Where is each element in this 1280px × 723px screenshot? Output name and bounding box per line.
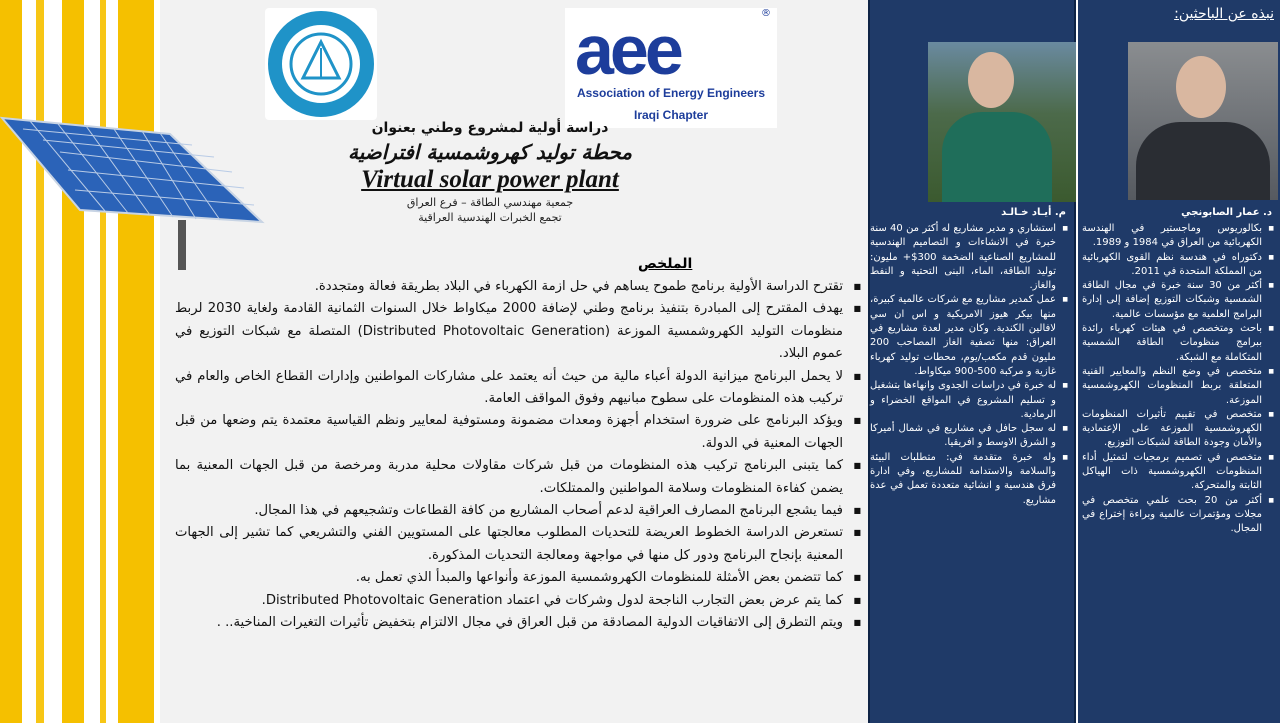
- researcher-photo: [928, 42, 1076, 202]
- bio-item: ■ باحث ومتخصص في هيئات كهرباء رائدة ببرامج منظومات الطاقة الشمسية المتكاملة مع الشبكة.: [1082, 322, 1274, 365]
- yellow-stripe: [62, 0, 84, 723]
- bio-item: ■ وله خبرة متقدمة في: متطلبات البيئة والسلامة والاستدامة للمشاريع، وفي ادارة فرق هندسية و انشائية متعددة تعمل في عدة مشاريع.: [870, 451, 1068, 508]
- organization-line-2: تجمع الخبرات الهندسية العراقية: [418, 211, 562, 224]
- summary-body: [175, 276, 865, 635]
- organization-line-1: جمعية مهندسي الطاقة – فرع العراق: [406, 196, 574, 209]
- title-intro: دراسة أولية لمشروع وطني بعنوان: [371, 120, 609, 136]
- photo-head: [968, 52, 1014, 108]
- yellow-stripe: [100, 0, 106, 723]
- aee-logo-mark: aee: [575, 11, 680, 89]
- photo-figure: [1136, 122, 1270, 200]
- title-english: Virtual solar power plant: [361, 166, 619, 193]
- title-arabic: محطة توليد كهروشمسية افتراضية: [347, 140, 632, 164]
- aee-chapter: Iraqi Chapter: [633, 108, 708, 122]
- aee-name: Association of Energy Engineers: [576, 86, 766, 100]
- iraq-engineers-union-logo: [265, 8, 377, 120]
- title-block: [300, 120, 680, 224]
- bio-item: ■ دكتوراه في هندسة نظم القوى الكهربائية من المملكة المتحدة في 2011.: [1082, 251, 1274, 280]
- yellow-stripe: [0, 0, 22, 723]
- bio-item: ■ متخصص في تقييم تأثيرات المنظومات الكهروشمسية الموزعة على الإعتمادية والأمان وجودة الطاقة لشبكات التوزيع.: [1082, 408, 1274, 451]
- solar-panel-image: [0, 110, 270, 270]
- union-seal-icon: [265, 8, 377, 120]
- summary-heading: الملخص: [638, 256, 693, 272]
- bio-item: ■ عمل كمدير مشاريع مع شركات عالمية كبيرة، منها بيكر هيوز الامريكية و اس ان سي لافالين الكندية. وكان مدير لعدة مشاريع في العراق: منها تصفية الغاز المصاحب 200 مليون قدم مكعب/يوم، محطات توليد كهرباء غازية و مركبة 500-900 ميكاواط.: [870, 293, 1068, 379]
- bio-item: ■ متخصص في تصميم برمجيات لتمثيل أداء المنظومات الكهروشمسية ذات الهياكل الثابتة والمتحركة.: [1082, 451, 1274, 494]
- summary-paragraph: ■ ويتم التطرق إلى الاتفاقيات الدولية المصادقة من قبل العراق في مجال الالتزام بتخفيض تأثيرات التغيرات المناخية.. .: [175, 612, 865, 634]
- researcher-name: م. أيـاد خـالـد: [1001, 207, 1066, 218]
- yellow-stripe: [118, 0, 154, 723]
- bio-item: ■ أكثر من 20 بحث علمي متخصص في مجلات ومؤتمرات عالمية وبراءة إختراع في المجال.: [1082, 494, 1274, 537]
- photo-figure: [942, 112, 1052, 202]
- summary-paragraph: ■ ويؤكد البرنامج على ضرورة استخدام أجهزة ومعدات مضمونة ومستوفية لمعايير ونظم القياسية معتمدة يتم وضعها من قبل الجهات المعنية في الدولة.: [175, 410, 865, 455]
- summary-paragraph: ■ تستعرض الدراسة الخطوط العريضة للتحديات المطلوب معالجتها على المستويين الفني والتشريعي كما تشير إلى الجهات المعنية بإنجاح البرنامج ودور كل منها في مواجهة ومعالجة التحديات المذكورة.: [175, 522, 865, 567]
- bio-item: ■ متخصص في وضع النظم والمعايير الفنية المتعلقة بربط المنظومات الكهروشمسية الموزعة.: [1082, 365, 1274, 408]
- bio-item: ■ بكالوريوس وماجستير في الهندسة الكهربائية من العراق في 1984 و 1989.: [1082, 222, 1274, 251]
- aee-logo: [565, 8, 777, 128]
- bio-item: ■ أكثر من 30 سنة خبرة في مجال الطاقة الشمسية وشبكات التوزيع إضافة إلى إدارة البرامج العلمية مع مؤسسات عالمية.: [1082, 279, 1274, 322]
- researcher-photo: [1128, 42, 1278, 200]
- bio-item: ■ له سجل حافل في مشاريع في شمال أميركا و الشرق الاوسط و افريقيا.: [870, 422, 1068, 451]
- registered-mark: ®: [761, 8, 771, 19]
- researcher-bio: [1082, 222, 1274, 537]
- yellow-stripe: [36, 0, 44, 723]
- photo-head: [1176, 56, 1226, 118]
- researchers-heading: نبذه عن الباحثين:: [1174, 6, 1274, 22]
- decorative-stripes: [0, 0, 165, 723]
- bio-item: ■ استشاري و مدير مشاريع له أكثر من 40 سنة خبرة في الانشاءات و التصاميم الهندسية للمشاريع الصناعية الضخمة 300$+ مليون: توليد الطاقة، الماء، البنى التحتية و النفط والغاز.: [870, 222, 1068, 293]
- summary-paragraph: ■ لا يحمل البرنامج ميزانية الدولة أعباء مالية من حيث أنه يعتمد على مشاركات المواطنين وإدارات القطاع الخاص والعام في تركيب هذه المنظومات على سطوح مبانيهم وفوق المواقف العامة.: [175, 366, 865, 411]
- summary-paragraph: ■ تقترح الدراسة الأولية برنامج طموح يساهم في حل ازمة الكهرباء في البلاد بطريقة فعالة ومتجددة.: [175, 276, 865, 298]
- summary-paragraph: ■ كما يتبنى البرنامج تركيب هذه المنظومات من قبل شركات مقاولات محلية مدربة ومرخصة من قبل الجهات المعنية بما يضمن كفاءة المنظومات وسلامة المواطنين والممتلكات.: [175, 455, 865, 500]
- researcher-name: د. عمار الصابونجي: [1181, 207, 1272, 218]
- bio-item: ■ له خبرة في دراسات الجدوى وانهاءها بتشغيل و تسليم المشروع في المواقع الخضراء و الرمادية.: [870, 379, 1068, 422]
- summary-paragraph: ■ فيما يشجع البرنامج المصارف العراقية لدعم أصحاب المشاريع من كافة القطاعات وتشجيعهم في هذا المجال.: [175, 500, 865, 522]
- solar-panel-pole: [178, 220, 186, 270]
- researcher-column-ayad: [868, 0, 1076, 723]
- researcher-column-ammar: [1078, 0, 1280, 723]
- summary-paragraph: ■ يهدف المقترح إلى المبادرة بتنفيذ برنامج وطني لإضافة 2000 ميكاواط خلال السنوات الثمانية القادمة ولغاية 2030 لربط منظومات التوليد الكهروشمسية الموزعة (Distributed Photovoltaic Generation) المتصلة مع شبكات التوزيع في عموم البلاد.: [175, 298, 865, 365]
- summary-paragraph: ■ كما تتضمن بعض الأمثلة للمنظومات الكهروشمسية الموزعة وأنواعها والمبدأ الذي تعمل به.: [175, 567, 865, 589]
- summary-paragraph: ■ كما يتم عرض بعض التجارب الناجحة لدول وشركات في اعتماد Distributed Photovoltaic Generation.: [175, 590, 865, 612]
- researcher-bio: [870, 222, 1068, 508]
